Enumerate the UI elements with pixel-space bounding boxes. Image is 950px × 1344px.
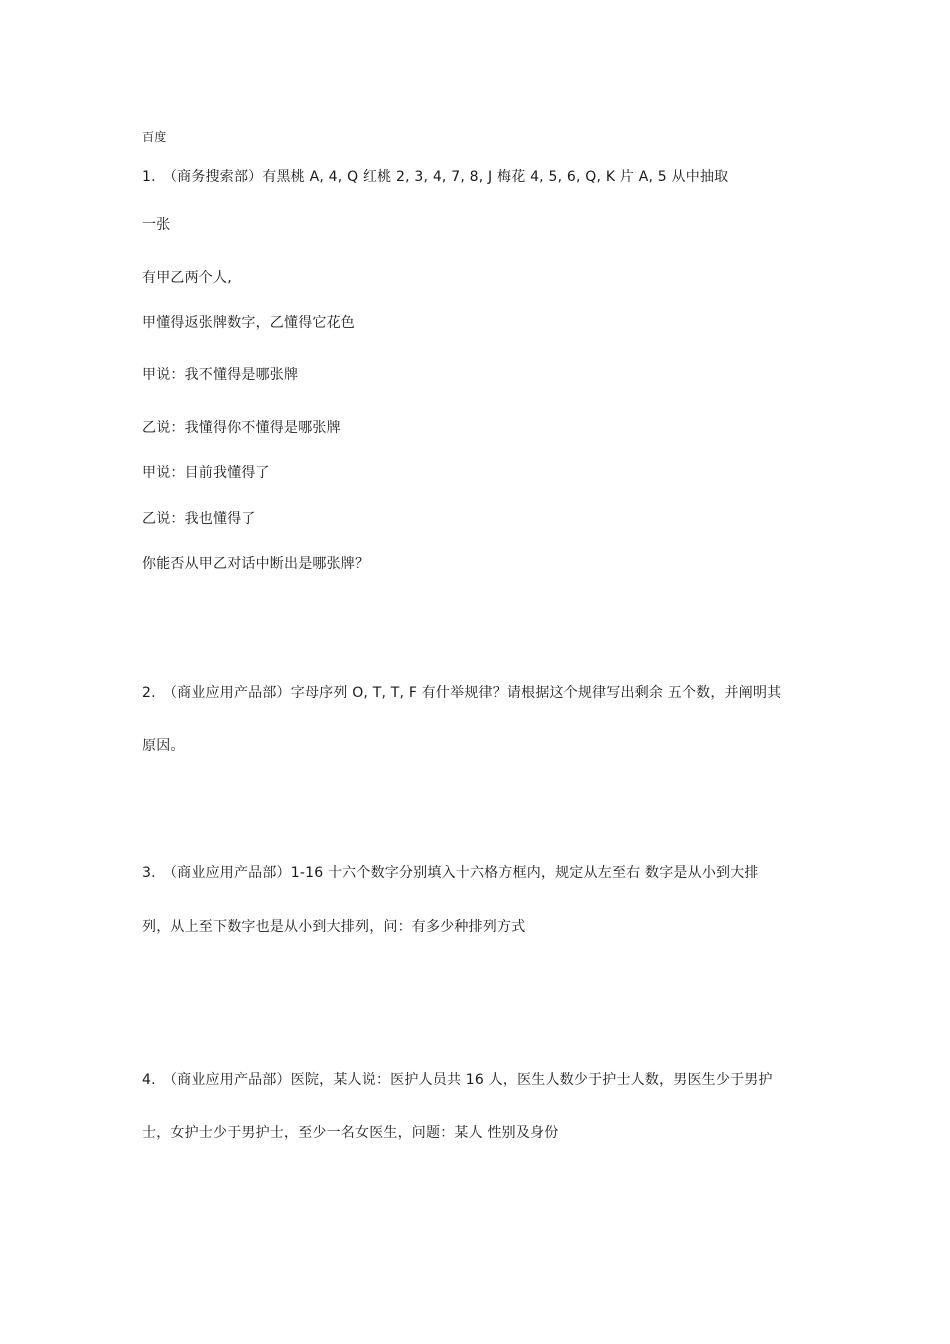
question-1-line-2: 一张 bbox=[142, 217, 171, 233]
question-4-line-2: 士，女护士少于男护士，至少一名女医生，问题：某人 性别及身份 bbox=[142, 1125, 559, 1141]
question-1-line-9: 你能否从甲乙对话中断出是哪张牌？ bbox=[142, 556, 370, 572]
question-1-line-7: 甲说：目前我懂得了 bbox=[142, 465, 270, 481]
question-3-line-2: 列，从上至下数字也是从小到大排列，问：有多少种排列方式 bbox=[142, 919, 526, 935]
question-1-line-8: 乙说：我也懂得了 bbox=[142, 511, 256, 527]
question-1-line-3: 有甲乙两个人, bbox=[142, 270, 232, 286]
question-1-line-6: 乙说：我懂得你不懂得是哪张牌 bbox=[142, 420, 341, 436]
document-header: 百度 bbox=[142, 130, 167, 144]
question-2-line-1: 2. （商业应用产品部）字母序列 O, T, T, F 有什举规律？请根据这个规律写出剩余 五个数，并阐明其 bbox=[142, 685, 782, 701]
question-1-line-4: 甲懂得返张牌数字，乙懂得它花色 bbox=[142, 315, 355, 331]
question-2-line-2: 原因。 bbox=[142, 738, 185, 754]
question-4-line-1: 4. （商业应用产品部）医院，某人说：医护人员共 16 人，医生人数少于护士人数，男医生少于男护 bbox=[142, 1072, 773, 1088]
question-3-line-1: 3. （商业应用产品部）1-16 十六个数字分别填入十六格方框内，规定从左至右 数字是从小到大排 bbox=[142, 865, 759, 881]
question-1-line-5: 甲说：我不懂得是哪张牌 bbox=[142, 367, 299, 383]
question-1-line-1: 1. （商务搜索部）有黑桃 A, 4, Q 红桃 2, 3, 4, 7, 8, J 梅花 4, 5, 6, Q, K 片 A, 5 从中抽取 bbox=[142, 169, 729, 185]
